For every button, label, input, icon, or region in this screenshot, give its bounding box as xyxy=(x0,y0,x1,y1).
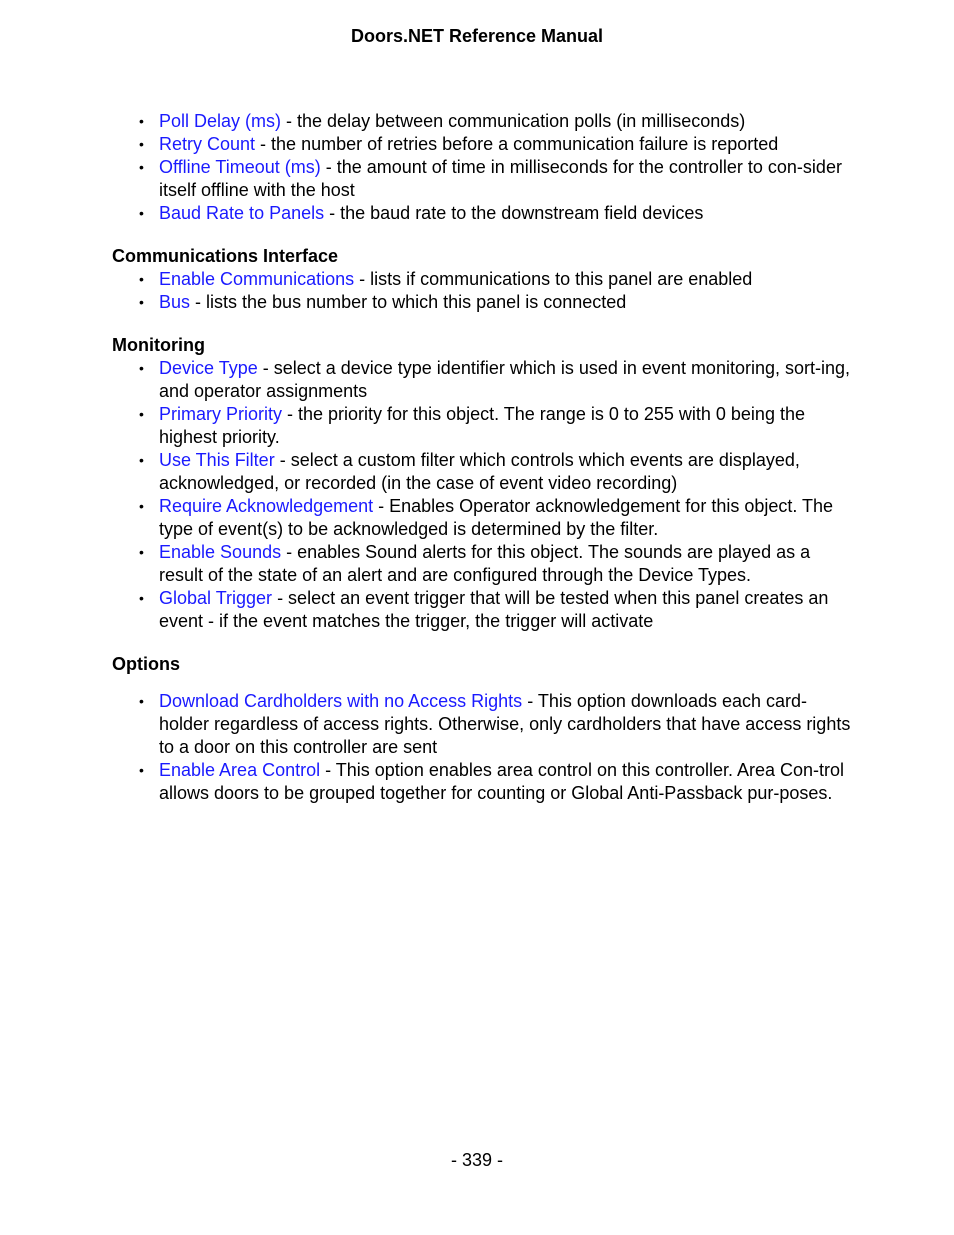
primary-priority-link[interactable]: Primary Priority xyxy=(159,404,283,424)
enable-communications-link[interactable]: Enable Communications xyxy=(159,269,355,289)
item-desc: - the priority for this object. The range is 0 to 255 with 0 being the highest priority. xyxy=(159,404,805,447)
download-cardholders-link[interactable]: Download Cardholders with no Access Rights xyxy=(159,691,523,711)
device-type-link[interactable]: Device Type xyxy=(159,358,258,378)
item-desc: - This option enables area control on this controller. Area Con-trol allows doors to be grouped together for counting or Global Anti-Passback pur-poses. xyxy=(159,760,845,803)
section-options xyxy=(112,653,852,805)
list-item xyxy=(112,690,852,759)
top-list xyxy=(112,110,852,225)
section-monitoring xyxy=(112,334,852,633)
comms-list xyxy=(112,268,852,314)
item-desc: - select a device type identifier which is used in event monitoring, sort-ing, and operator assignments xyxy=(159,358,851,401)
list-item xyxy=(112,291,852,314)
enable-area-control-link[interactable]: Enable Area Control xyxy=(159,760,321,780)
document-body xyxy=(112,110,852,805)
item-desc: - select a custom filter which controls which events are displayed, acknowledged, or recorded (in the case of event video recording) xyxy=(159,450,800,493)
list-item xyxy=(112,357,852,403)
item-desc: - the delay between communication polls (in milliseconds) xyxy=(281,111,746,131)
list-item xyxy=(112,133,852,156)
item-desc: - enables Sound alerts for this object. The sounds are played as a result of the state of an alert and are configured through the Device Types. xyxy=(159,542,811,585)
enable-sounds-link[interactable]: Enable Sounds xyxy=(159,542,282,562)
item-desc: - This option downloads each card-holder regardless of access rights. Otherwise, only cardholders that have access rights to a door on this controller are sent xyxy=(159,691,851,757)
retry-count-link[interactable]: Retry Count xyxy=(159,134,256,154)
global-trigger-link[interactable]: Global Trigger xyxy=(159,588,273,608)
section-heading: Communications Interface xyxy=(112,246,339,266)
section-heading: Monitoring xyxy=(112,335,205,355)
poll-delay-link[interactable]: Poll Delay (ms) xyxy=(159,111,282,131)
item-desc: - lists the bus number to which this panel is connected xyxy=(190,292,627,312)
list-item xyxy=(112,110,852,133)
require-acknowledgement-link[interactable]: Require Acknowledgement xyxy=(159,496,374,516)
item-desc: - select an event trigger that will be tested when this panel creates an event - if the event matches the trigger, the trigger will activate xyxy=(159,588,829,631)
monitoring-list xyxy=(112,357,852,633)
list-item xyxy=(112,202,852,225)
list-item xyxy=(112,759,852,805)
item-desc: - the number of retries before a communication failure is reported xyxy=(255,134,779,154)
item-desc: - lists if communications to this panel are enabled xyxy=(354,269,753,289)
list-item xyxy=(112,449,852,495)
item-desc: - the baud rate to the downstream field devices xyxy=(324,203,704,223)
list-item xyxy=(112,156,852,202)
list-item xyxy=(112,268,852,291)
page-header: Doors.NET Reference Manual xyxy=(350,26,604,46)
section-heading: Options xyxy=(112,654,180,674)
page-number: - 339 - xyxy=(450,1150,504,1170)
list-item xyxy=(112,541,852,587)
offline-timeout-link[interactable]: Offline Timeout (ms) xyxy=(159,157,321,177)
baud-rate-link[interactable]: Baud Rate to Panels xyxy=(159,203,325,223)
options-list xyxy=(112,690,852,805)
item-desc: - Enables Operator acknowledgement for this object. The type of event(s) to be acknowledged is determined by the filter. xyxy=(159,496,834,539)
section-communications xyxy=(112,245,852,314)
bus-link[interactable]: Bus xyxy=(159,292,191,312)
use-this-filter-link[interactable]: Use This Filter xyxy=(159,450,275,470)
list-item xyxy=(112,403,852,449)
item-desc: - the amount of time in milliseconds for the controller to con-sider itself offline with the host xyxy=(159,157,842,200)
list-item xyxy=(112,587,852,633)
list-item xyxy=(112,495,852,541)
